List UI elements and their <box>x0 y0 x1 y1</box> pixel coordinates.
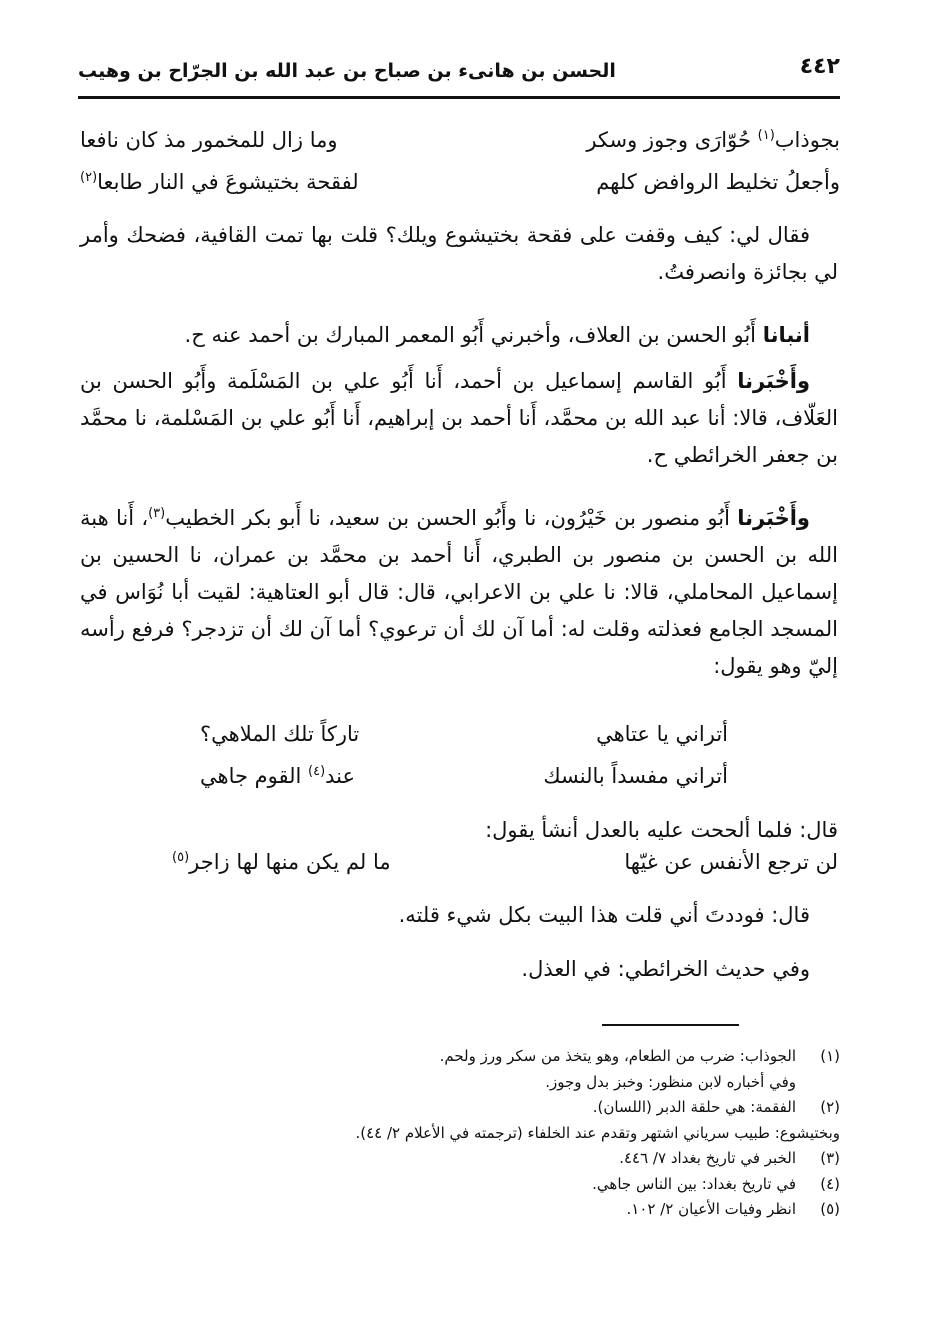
paragraph: أنبانا أَبُو الحسن بن العلاف، وأخبرني أَبُو المعمر المبارك بن أحمد عنه ح. <box>184 323 810 347</box>
footnote-item <box>180 1172 840 1198</box>
footnote-continuation: وفي أخباره لابن منظور: وخبز بدل وجوز. <box>545 1072 796 1091</box>
footnote-item <box>180 1044 840 1070</box>
verse-line <box>200 764 728 804</box>
footnote-text: في تاريخ بغداد: بين الناس جاهي. <box>592 1174 796 1193</box>
verse-hemistich-right: وأجعلُ تخليط الروافض كلهم <box>596 170 840 194</box>
verse-line <box>200 722 728 762</box>
page-number: ٤٤٢ <box>799 54 840 79</box>
footnote-item <box>180 1146 840 1172</box>
footnote-text: انظر وفيات الأعيان ٢/ ١٠٢. <box>626 1200 796 1218</box>
verse-hemistich-left: تاركاً تلك الملاهي؟ <box>200 722 360 746</box>
paragraph: وأَخْبَرنا أَبُو منصور بن خَيْرُون، نا وأَبُو الحسن بن سعيد، نا أَبو بكر الخطيب$^{(٣)}$، أَنا هبة الله بن الحسن بن منصور بن الطبري، أَنا أحمد بن محمَّد بن عمران، نا الحسين بن إسماعيل المحاملي، قالا: نا علي بن الاعرابي، قال: قال أبو العتاهية: لقيت أبا نُوَاس في المسجد الجامع فعذلته وقلت له: أما آن لك أن ترعوي؟ أما آن لك أن تزدجر؟ فرفع رأسه إليّ وهو يقول: <box>80 506 838 678</box>
footnote-number: (١) <box>820 1047 840 1065</box>
text-line: وفي حديث الخرائطي: في العذل. <box>521 957 810 981</box>
verse-line <box>80 128 840 168</box>
footnote-item <box>180 1197 840 1223</box>
footnote-ref: (٢) <box>80 170 98 185</box>
verse-line <box>172 850 838 890</box>
footnotes <box>180 1044 840 1223</box>
footnote-text: الجوذاب: ضرب من الطعام، وهو يتخذ من سكر ورز ولحم. <box>439 1047 796 1065</box>
footnote-number: (٥) <box>820 1200 840 1218</box>
footnote-text: الخبر في تاريخ بغداد ٧/ ٤٤٦. <box>619 1149 796 1167</box>
paragraph: وأَخْبَرنا أَبُو القاسم إسماعيل بن أحمد، أَنا أَبُو علي بن المَسْلَمة وأَبُو الحسن بن العَلّاف، قالا: أنا عبد الله بن محمَّد، أَنا أحمد بن إبراهيم، أَنا أَبُو علي بن المَسْلمة، نا محمَّد بن جعفر الخرائطي ح. <box>80 369 838 467</box>
verse-hemistich-left: لفقحة بختيشوعَ في النار طابعا$^{(٢)}$ <box>80 170 359 194</box>
chain-keyword: وأَخْبَرنا <box>737 506 810 530</box>
footnote-ref: (١) <box>757 128 775 143</box>
verse-hemistich-left: ما لم يكن منها لها زاجر$^{(٥)}$ <box>172 850 391 874</box>
footnote-ref: (٥) <box>172 850 190 865</box>
footnote-number: (٤) <box>820 1174 840 1193</box>
running-title: الحسن بن هانىء بن صباح بن عبد الله بن الجرّاح بن وهيب <box>78 60 616 82</box>
verse-hemistich-right: لن ترجع الأنفس عن غيّها <box>624 850 838 874</box>
footnote-continuation: وبختيشوع: طبيب سرياني اشتهر وتقدم عند الخلفاء (ترجمته في الأعلام ٢/ ٤٤). <box>355 1123 840 1142</box>
verse-hemistich-right: بجوذاب$^{(١)}$ حُوّارَى وجوز وسكر <box>586 128 840 152</box>
verse-line <box>80 170 840 210</box>
footnote-ref: (٤) <box>308 764 326 779</box>
chain-keyword: أنبانا <box>762 323 810 347</box>
verse-hemistich-right: أتراني مفسداً بالنسك <box>543 764 728 788</box>
footnote-separator <box>602 1024 739 1026</box>
page-header <box>78 50 840 99</box>
verse-hemistich-left: عند$^{(٤)}$ القوم جاهي <box>200 764 356 788</box>
footnote-text: الفقمة: هي حلقة الدبر (اللسان). <box>592 1098 796 1116</box>
text-line: قال: فوددتَ أني قلت هذا البيت بكل شيء قلته. <box>398 903 810 927</box>
verse-hemistich-left: وما زال للمخمور مذ كان نافعا <box>80 128 338 152</box>
footnote-ref: (٣) <box>148 506 166 521</box>
footnote-number: (٢) <box>820 1098 840 1116</box>
footnote-item <box>180 1095 840 1121</box>
footnote-number: (٣) <box>820 1149 840 1167</box>
chain-keyword: وأَخْبَرنا <box>737 369 810 393</box>
text-line: قال: فلما ألححت عليه بالعدل أنشأ يقول: <box>485 818 838 842</box>
paragraph: فقال لي: كيف وقفت على فقحة بختيشوع ويلك؟ قلت بها تمت القافية، فضحك وأمر لي بجائزة وانصرفتُ. <box>80 223 838 284</box>
verse-hemistich-right: أتراني يا عتاهي <box>596 722 728 746</box>
